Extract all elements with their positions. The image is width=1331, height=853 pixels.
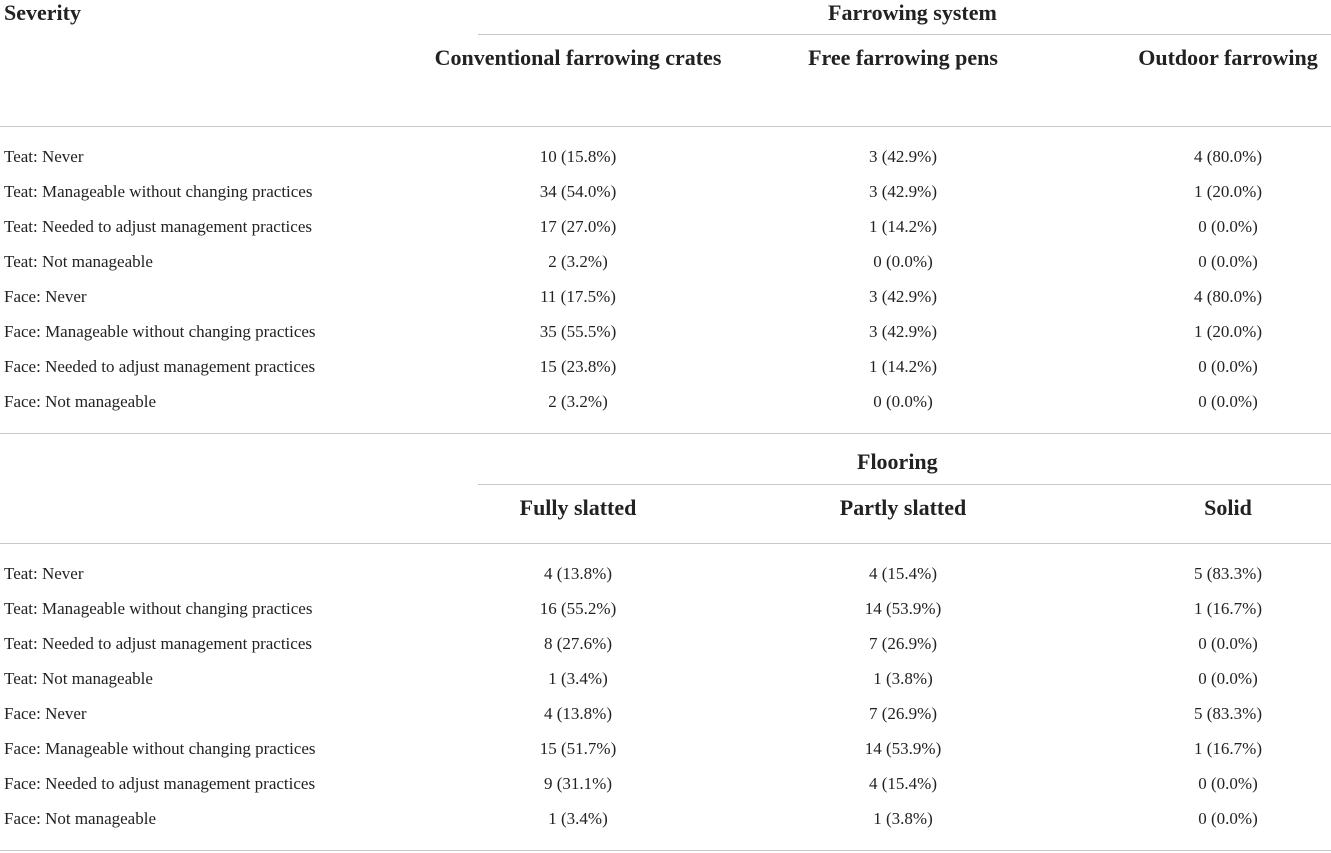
group-title-underline (478, 484, 1331, 485)
row-label: Teat: Never (4, 564, 84, 583)
cell-value: 0 (0.0%) (1198, 669, 1258, 688)
cell-value: 0 (0.0%) (873, 252, 933, 271)
cell-value: 35 (55.5%) (539, 322, 617, 341)
cell-value: 9 (31.1%) (544, 774, 612, 793)
table-row (0, 139, 1331, 174)
cell-value: 0 (0.0%) (1198, 392, 1258, 411)
cell-value: 4 (15.4%) (869, 774, 937, 793)
severity-header: Severity (4, 0, 81, 25)
cell-value: 3 (42.9%) (869, 322, 937, 341)
cell-value: 1 (3.8%) (873, 809, 933, 828)
table-row (0, 384, 1331, 419)
row-label: Face: Manageable without changing practices (4, 739, 316, 758)
cell-value: 3 (42.9%) (869, 287, 937, 306)
cell-value: 4 (80.0%) (1194, 287, 1262, 306)
cell-value: 0 (0.0%) (1198, 357, 1258, 376)
cell-value: 7 (26.9%) (869, 634, 937, 653)
cell-value: 34 (54.0%) (539, 182, 617, 201)
cell-value: 11 (17.5%) (540, 287, 616, 306)
cell-value: 1 (16.7%) (1194, 599, 1262, 618)
cell-value: 7 (26.9%) (869, 704, 937, 723)
table-row (0, 591, 1331, 626)
column-header-fully-slatted: Fully slatted (519, 495, 637, 520)
table-row (0, 626, 1331, 661)
row-label: Face: Not manageable (4, 392, 156, 411)
cell-value: 0 (0.0%) (1198, 634, 1258, 653)
cell-value: 14 (53.9%) (864, 599, 942, 618)
cell-value: 14 (53.9%) (864, 739, 942, 758)
table-row (0, 244, 1331, 279)
cell-value: 0 (0.0%) (1198, 252, 1258, 271)
cell-value: 2 (3.2%) (548, 392, 608, 411)
table-row (0, 801, 1331, 836)
table-row (0, 731, 1331, 766)
table-row (0, 661, 1331, 696)
column-header-free-farrowing-pens: Free farrowing pens (808, 45, 998, 70)
cell-value: 10 (15.8%) (539, 147, 617, 166)
group-title-flooring: Flooring (857, 449, 938, 474)
cell-value: 3 (42.9%) (869, 147, 937, 166)
cell-value: 0 (0.0%) (873, 392, 933, 411)
cell-value: 5 (83.3%) (1194, 564, 1262, 583)
header-divider (0, 126, 1331, 127)
cell-value: 1 (3.4%) (548, 809, 608, 828)
column-header-outdoor-farrowing: Outdoor farrowing (1138, 45, 1318, 70)
cell-value: 1 (3.8%) (873, 669, 933, 688)
cell-value: 16 (55.2%) (539, 599, 617, 618)
section-divider (0, 433, 1331, 434)
cell-value: 1 (14.2%) (869, 217, 937, 236)
cell-value: 4 (13.8%) (544, 704, 612, 723)
row-label: Teat: Not manageable (4, 252, 153, 271)
cell-value: 1 (20.0%) (1194, 182, 1262, 201)
cell-value: 1 (20.0%) (1194, 322, 1262, 341)
cell-value: 1 (16.7%) (1194, 739, 1262, 758)
row-label: Teat: Manageable without changing practices (4, 599, 313, 618)
row-label: Face: Never (4, 287, 87, 306)
row-label: Teat: Never (4, 147, 84, 166)
row-label: Face: Needed to adjust management practices (4, 357, 316, 376)
row-label: Face: Needed to adjust management practices (4, 774, 316, 793)
row-label: Teat: Needed to adjust management practices (4, 634, 312, 653)
cell-value: 1 (14.2%) (869, 357, 937, 376)
group-title-underline (478, 34, 1331, 35)
row-label: Teat: Not manageable (4, 669, 153, 688)
row-label: Teat: Manageable without changing practices (4, 182, 313, 201)
row-label: Teat: Needed to adjust management practices (4, 217, 312, 236)
column-header-partly-slatted: Partly slatted (839, 495, 967, 520)
row-label: Face: Manageable without changing practices (4, 322, 316, 341)
column-header-solid: Solid (1204, 495, 1252, 520)
row-label: Face: Not manageable (4, 809, 156, 828)
cell-value: 15 (51.7%) (539, 739, 617, 758)
cell-value: 3 (42.9%) (869, 182, 937, 201)
table-row (0, 696, 1331, 731)
cell-value: 1 (3.4%) (548, 669, 608, 688)
cell-value: 4 (15.4%) (869, 564, 937, 583)
cell-value: 15 (23.8%) (539, 357, 617, 376)
cell-value: 8 (27.6%) (544, 634, 612, 653)
cell-value: 5 (83.3%) (1194, 704, 1262, 723)
cell-value: 4 (13.8%) (544, 564, 612, 583)
cell-value: 2 (3.2%) (548, 252, 608, 271)
group-title-farrowing-system: Farrowing system (828, 0, 997, 25)
table-row (0, 314, 1331, 349)
table-row (0, 349, 1331, 384)
cell-value: 0 (0.0%) (1198, 217, 1258, 236)
header-divider (0, 543, 1331, 544)
table-row (0, 279, 1331, 314)
table-bottom-rule (0, 850, 1331, 851)
cell-value: 17 (27.0%) (539, 217, 617, 236)
table-row (0, 209, 1331, 244)
table-row (0, 174, 1331, 209)
column-header-conventional-farrowing-crates: Conventional farrowing crates (434, 45, 722, 70)
cell-value: 0 (0.0%) (1198, 809, 1258, 828)
cell-value: 0 (0.0%) (1198, 774, 1258, 793)
row-label: Face: Never (4, 704, 87, 723)
table-row (0, 766, 1331, 801)
table-row (0, 556, 1331, 591)
cell-value: 4 (80.0%) (1194, 147, 1262, 166)
